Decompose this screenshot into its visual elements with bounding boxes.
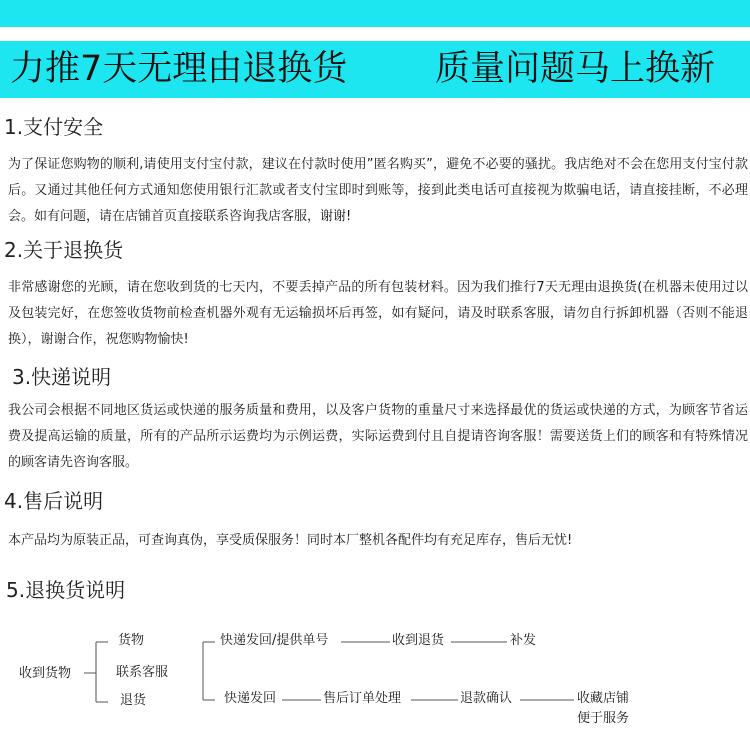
flow-return-step-easy-service: 便于服务	[577, 711, 630, 726]
flow-branch-contact-service: 联系客服	[116, 665, 169, 680]
flow-exchange-step-reissue: 补发	[510, 633, 537, 648]
section-body-shipping: 我公司会根据不同地区货运或快递的服务质量和费用，以及客户货物的重量尺寸来选择最优的货运或快递的方式，为顾客节省运费及提高运输的质量，所有的产品所示运费均为示例运费，实际运费到付且自提请咨询客服！需要送货上们的顾客和有特殊情况的顾客请先咨询客服。	[8, 403, 748, 470]
flowchart-connectors	[0, 620, 750, 755]
flow-return-step-bookmark-store: 收藏店铺	[577, 691, 630, 706]
flow-return-step-refund-confirm: 退款确认	[460, 691, 513, 706]
banner-left-text: 力推7天无理由退换货	[10, 49, 348, 89]
flow-branch-goods: 货物	[118, 633, 145, 648]
section-title-payment: 1.支付安全	[4, 115, 104, 139]
flow-exchange-step-received: 收到退货	[392, 633, 445, 648]
section-title-shipping: 3.快递说明	[12, 365, 112, 389]
flow-exchange-step-ship-back: 快递发回/提供单号	[220, 633, 329, 648]
return-process-flowchart	[0, 620, 750, 755]
flow-return-step-ship-back: 快递发回	[224, 691, 277, 706]
section-body-payment: 为了保证您购物的顺利,请使用支付宝付款，建议在付款时使用”匿名购买”，避免不必要的骚扰。我店绝对不会在您用支付宝付款后。又通过其他任何方式通知您使用银行汇款或者支付宝即时到账等，接到此类电话可直接视为欺骗电话，请直接挂断，不必理会。如有问题，请在店铺首页直接联系咨询我店客服，谢谢!	[8, 157, 748, 224]
section-body-aftersales: 本产品均为原装正品，可查询真伪，享受质保服务！同时本厂整机各配件均有充足库存，售后无忧!	[8, 533, 573, 548]
section-title-returns: 2.关于退换货	[4, 238, 124, 262]
promo-banner	[0, 41, 750, 98]
section-body-returns: 非常感谢您的光顾，请在您收到货的七天内，不要丢掉产品的所有包装材料。因为我们推行7天无理由退换货(在机器未使用过以及包装完好，在您签收货物前检查机器外观有无运输损坏后再签，如有疑问，请及时联系客服，请勿自行拆卸机器（否则不能退换），谢谢合作，祝您购物愉快!	[8, 280, 748, 347]
section-title-aftersales: 4.售后说明	[4, 489, 104, 513]
banner-right-text: 质量问题马上换新	[435, 49, 716, 89]
flow-branch-return: 退货	[120, 693, 147, 708]
flow-root-received-goods: 收到货物	[19, 666, 72, 681]
section-title-return-process: 5.退换货说明	[6, 578, 126, 602]
flow-return-step-order-processing: 售后订单处理	[323, 691, 402, 706]
top-color-strip	[0, 0, 750, 27]
